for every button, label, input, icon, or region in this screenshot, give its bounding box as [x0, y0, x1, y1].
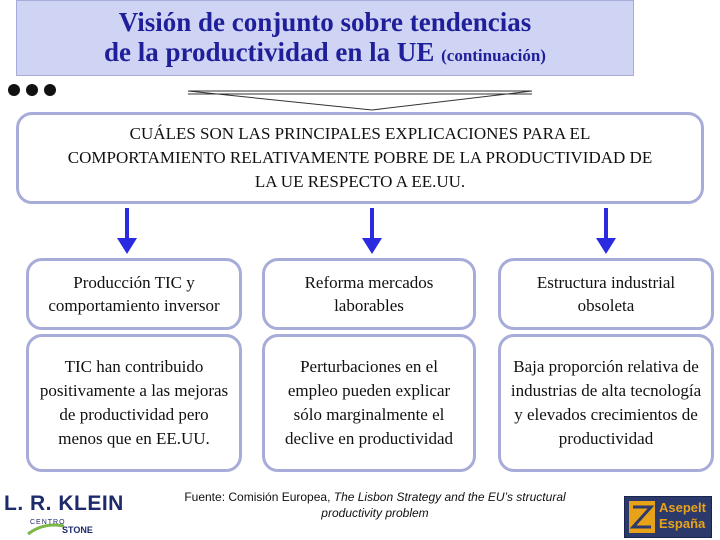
- column-body-1: TIC han contribuido positivamente a las mejoras de productividad pero menos que en EE.UU.: [26, 334, 242, 472]
- arrow-down-icon: [360, 208, 384, 256]
- source-title: The Lisbon Strategy and the EU’s structural productivity problem: [321, 490, 566, 520]
- title-line-1: Visión de conjunto sobre tendencias: [118, 7, 532, 37]
- source-citation: [160, 489, 590, 521]
- klein-logo-name: L. R. KLEIN: [4, 492, 124, 515]
- column-header-3: Estructura industrial obsoleta: [498, 258, 714, 330]
- title-continuation: (continuación): [441, 46, 546, 65]
- funnel-connector: [0, 0, 720, 120]
- arrow-down-icon: [115, 208, 139, 256]
- arrow-down-icon: [594, 208, 618, 256]
- asepelt-logo-line-1: Asepelt: [659, 500, 706, 515]
- asepelt-logo-line-2: España: [659, 516, 706, 531]
- source-prefix: Fuente: Comisión Europea,: [184, 490, 334, 504]
- column-body-3: Baja proporción relativa de industrias de alta tecnología y elevados crecimientos de productividad: [498, 334, 714, 472]
- column-body-2: Perturbaciones en el empleo pueden explicar sólo marginalmente el declive en productividad: [262, 334, 476, 472]
- question-box: CUÁLES SON LAS PRINCIPALES EXPLICACIONES PARA EL COMPORTAMIENTO RELATIVAMENTE POBRE DE LA PRODUCTIVIDAD DE LA UE RESPECTO A EE.UU.: [16, 112, 704, 204]
- klein-logo: [4, 490, 124, 536]
- title-line-2-main: de la productividad en la UE: [104, 37, 435, 67]
- column-header-2: Reforma mercados laborables: [262, 258, 476, 330]
- asepelt-logo: [624, 496, 712, 538]
- asepelt-emblem-icon: [629, 501, 655, 533]
- klein-logo-centro: CENTRO: [30, 519, 66, 526]
- klein-logo-stone: STONE: [62, 525, 93, 535]
- column-header-1: Producción TIC y comportamiento inversor: [26, 258, 242, 330]
- asepelt-logo-text: [659, 500, 706, 532]
